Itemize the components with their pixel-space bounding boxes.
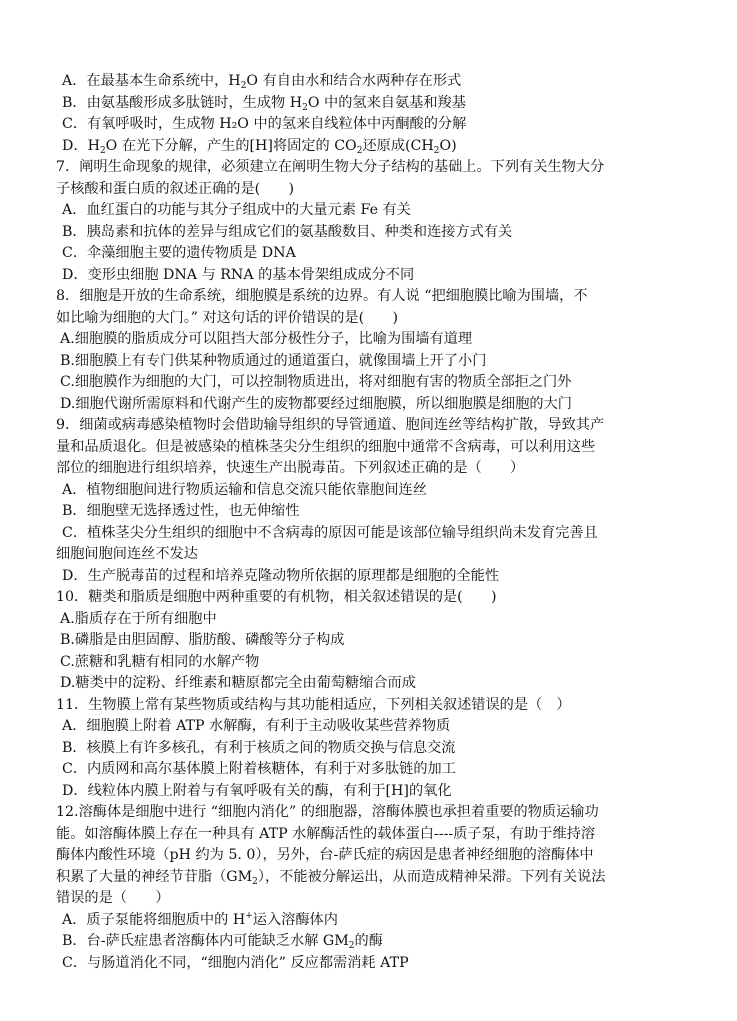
q8-stem-line-1: 8．细胞是开放的生命系统，细胞膜是系统的边界。有人说 “把细胞膜比喻为围墙，不 — [56, 288, 588, 304]
q6-option-d-text-1: D．H — [62, 137, 100, 154]
q6-option-a-text-2: O 有自由水和结合水两种存在形式 — [246, 73, 462, 89]
q12-option-c: C．与肠道消化不同，“细胞内消化” 反应都需消耗 ATP — [62, 954, 409, 971]
q8-option-d: D.细胞代谢所需原料和代谢产生的废物都要经过细胞膜，所以细胞膜是细胞的大门 — [60, 395, 572, 412]
q7-option-d: D．变形虫细胞 DNA 与 RNA 的基本骨架组成成分不同 — [62, 266, 415, 283]
q9-option-d: D．生产脱毒苗的过程和培养克隆动物所依据的原理都是细胞的全能性 — [62, 567, 500, 584]
q7-option-c: C．伞藻细胞主要的遗传物质是 DNA — [62, 245, 296, 261]
q8-option-c: C.细胞膜作为细胞的大门，可以控制物质进出，将对细胞有害的物质全部拒之门外 — [60, 374, 572, 390]
q12-stem-line-4-text-1: 积累了大量的神经节苷脂（GM — [56, 868, 253, 885]
q12-stem-line-1: 12.溶酶体是细胞中进行 “细胞内消化” 的细胞器，溶酶体膜也承担着重要的物质运输功 — [56, 804, 599, 820]
q7-stem-line-2: 子核酸和蛋白质的叙述正确的是( ) — [56, 180, 295, 197]
q6-option-d-text-3: 还原成(CH — [362, 137, 434, 154]
q11-option-d: D．线粒体内膜上附着与有氧呼吸有关的酶，有利于[H]的氧化 — [62, 782, 452, 799]
q12-stem-line-2: 能。如溶酶体膜上存在一种具有 ATP 水解酶活性的载体蛋白----质子泵，有助于维持溶 — [56, 825, 596, 842]
q9-stem-line-1: 9．细菌或病毒感染植物时会借助输导组织的导管通道、胞间连丝等结构扩散，导致其产 — [56, 417, 605, 433]
q6-option-b-text-1: B．由氨基酸形成多肽链时，生成物 H — [62, 94, 303, 111]
q12-stem-line-4 — [56, 867, 686, 889]
q8-stem-line-2: 如比喻为细胞的大门。” 对这句话的评价错误的是( ) — [56, 309, 399, 326]
q12-stem-line-4-sub: 2 — [252, 876, 258, 887]
q12-stem-line-5: 错误的是（ ） — [56, 890, 170, 906]
q9-option-c-line-2: 细胞间胞间连丝不发达 — [56, 546, 198, 562]
q11-option-b: B．核膜上有许多核孔，有利于核质之间的物质交换与信息交流 — [62, 739, 456, 756]
q9-stem-line-2: 量和品质退化。但是被感染的植株茎尖分生组织的细胞中通常不含病毒，可以利用这些 — [56, 438, 596, 455]
q11-option-c: C．内质网和高尔基体膜上附着核糖体，有利于对多肽链的加工 — [62, 761, 456, 777]
q6-option-a-sub: 2 — [240, 81, 247, 91]
q6-option-d-text-4: O) — [439, 137, 457, 154]
q10-stem: 10．糖类和脂质是细胞中两种重要的有机物，相关叙述错误的是( ) — [56, 589, 497, 605]
q6-option-a — [56, 71, 686, 93]
q8-option-a: A.细胞膜的脂质成分可以阻挡大部分极性分子，比喻为围墙有道理 — [60, 331, 473, 347]
q8-option-b: B.细胞膜上有专门供某种物质通过的通道蛋白，就像围墙上开了小门 — [60, 352, 487, 369]
q6-option-d-text-2: O 在光下分解，产生的[H]将固定的 CO — [105, 137, 357, 154]
q6-option-b — [56, 93, 686, 115]
q12-option-b-sub: 2 — [348, 941, 355, 951]
q12-option-a-sup: + — [245, 910, 253, 921]
q6-option-a-text-1: A．在最基本生命系统中，H — [62, 73, 241, 89]
q6-option-d — [56, 136, 686, 158]
q7-stem-line-1: 7．阐明生命现象的规律，必须建立在阐明生物大分子结构的基础上。下列有关生物大分 — [56, 159, 605, 175]
q12-option-a — [56, 910, 686, 932]
q6-option-d-sub-3: 2 — [433, 145, 440, 156]
q12-option-b-text-2: 的酶 — [354, 933, 383, 949]
document-page — [56, 71, 686, 974]
q9-option-b: B．细胞壁无选择透过性，也无伸缩性 — [62, 503, 300, 519]
q6-option-b-text-2: O 中的氢来自氨基和羧基 — [307, 94, 466, 111]
q10-option-a: A.脂质存在于所有细胞中 — [60, 610, 217, 627]
q6-option-c: C．有氧呼吸时，生成物 H₂O 中的氢来自线粒体中丙酮酸的分解 — [62, 116, 467, 132]
q10-option-b: B.磷脂是由胆固醇、脂肪酸、磷酸等分子构成 — [60, 632, 345, 648]
q9-option-a: A．植物细胞间进行物质运输和信息交流只能依靠胞间连丝 — [62, 481, 427, 498]
q6-option-d-sub-2: 2 — [356, 145, 363, 156]
q9-stem-line-3: 部位的细胞进行组织培养，快速生产出脱毒苗。下列叙述正确的是（ ） — [56, 460, 525, 476]
q12-option-a-text-1: A．质子泵能将细胞质中的 H — [62, 911, 246, 928]
q12-stem-line-4-text-2: ），不能被分解运出，从而造成精神呆滞。下列有关说法 — [257, 868, 606, 885]
q9-option-c-line-1: C．植株茎尖分生组织的细胞中不含病毒的原因可能是该部位输导组织尚未发育完善且 — [62, 524, 598, 541]
q12-option-a-text-2: 运入溶酶体内 — [252, 911, 338, 928]
q6-option-b-sub: 2 — [302, 102, 308, 113]
q6-option-d-sub-1: 2 — [99, 145, 106, 156]
q12-option-b — [56, 931, 686, 953]
q12-stem-line-3: 酶体内酸性环境（pH 约为 5. 0），另外，台-萨氏症的病因是患者神经细胞的溶酶体中 — [56, 847, 594, 863]
q7-option-a: A．血红蛋白的功能与其分子组成中的大量元素 Fe 有关 — [62, 202, 411, 218]
q11-option-a: A．细胞膜上附着 ATP 水解酶，有利于主动吸收某些营养物质 — [62, 718, 451, 734]
q11-stem: 11．生物膜上常有某些物质或结构与其功能相适应，下列相关叙述错误的是（ ） — [56, 696, 571, 713]
q10-option-d: D.糖类中的淀粉、纤维素和糖原都完全由葡萄糖缩合而成 — [60, 675, 416, 691]
q10-option-c: C.蔗糖和乳糖有相同的水解产物 — [60, 653, 260, 670]
q12-option-b-text-1: B．台-萨氏症患者溶酶体内可能缺乏水解 GM — [62, 933, 349, 949]
q7-option-b: B．胰岛素和抗体的差异与组成它们的氨基酸数目、种类和连接方式有关 — [62, 223, 513, 240]
